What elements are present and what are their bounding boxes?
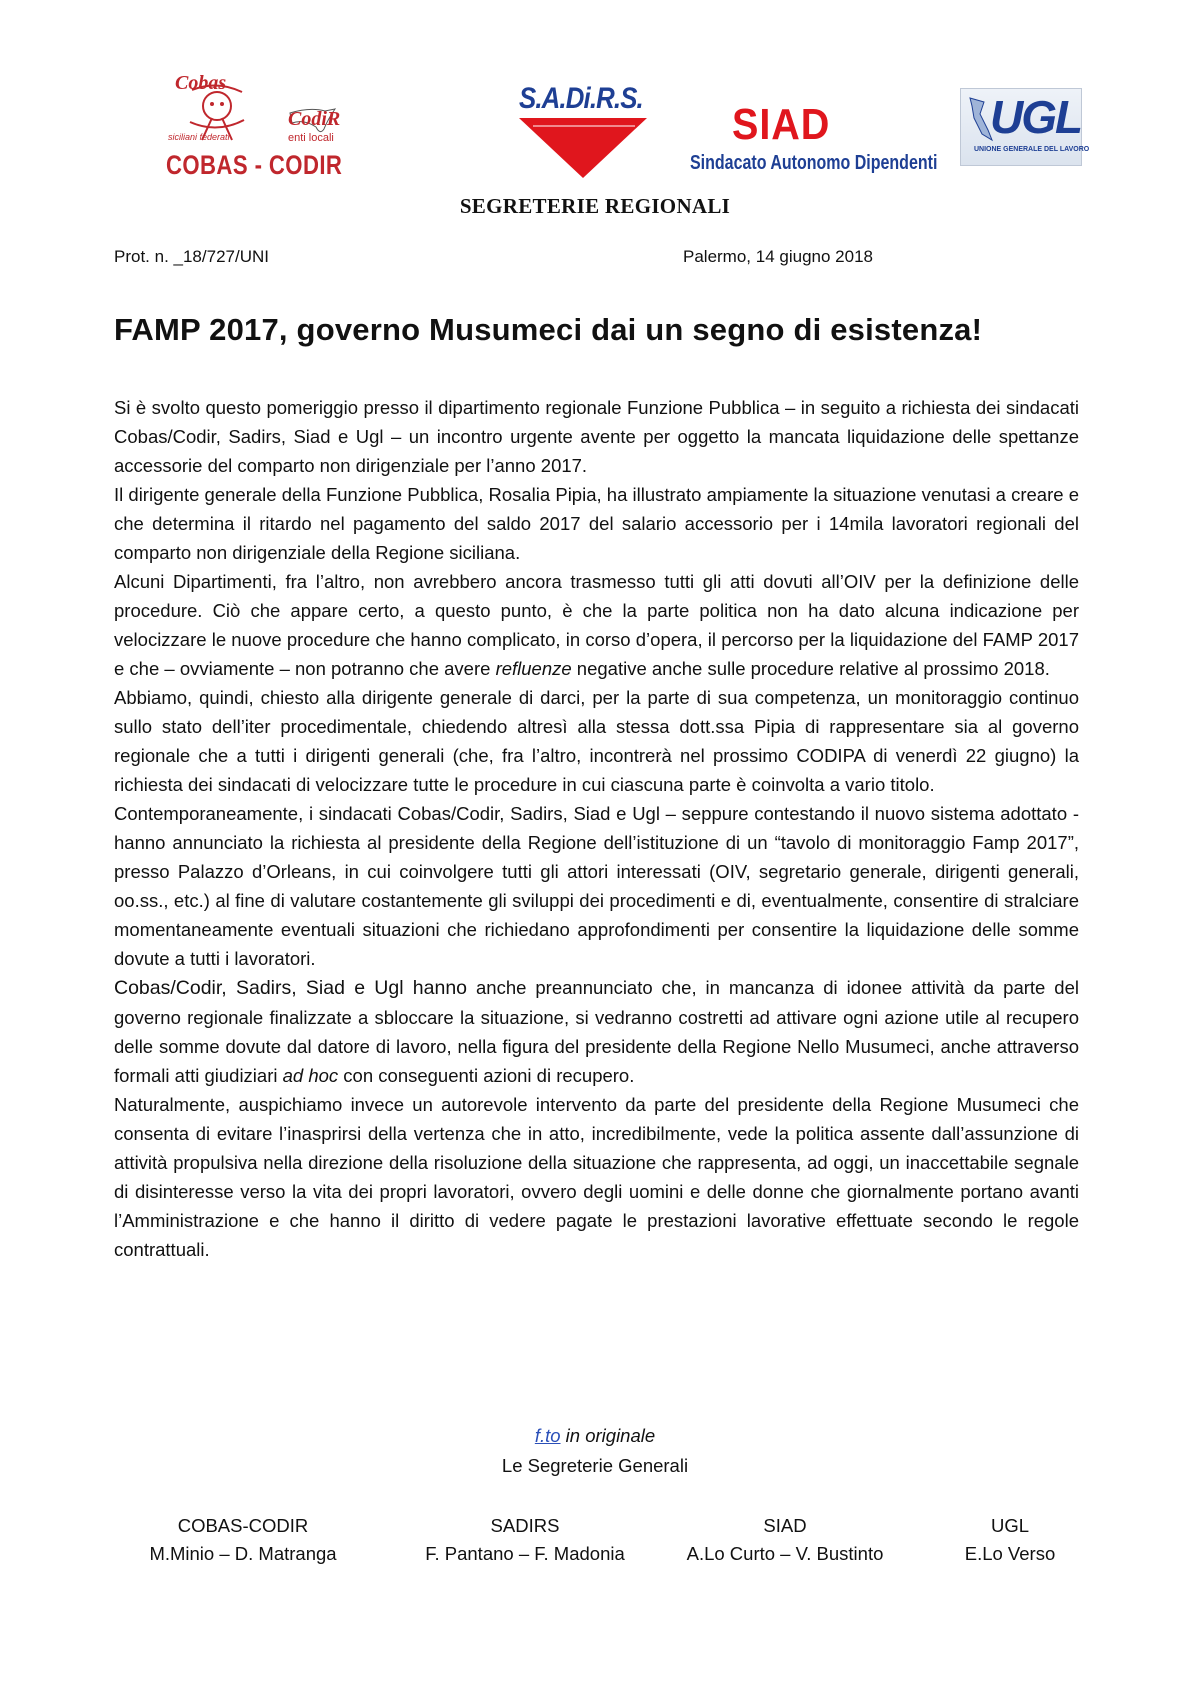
codir-logo-word: CodiR [288, 108, 341, 130]
paragraph-7: Naturalmente, auspichiamo invece un autorevole intervento da parte del presidente della Regione Musumeci che consenta di evitare l’inasprirsi della vertenza che in atto, incredibilmente, vede la politica assente dall’assunzione di attività propulsiva nella direzione della risoluzione della situazione che rappresenta, ad oggi, un inaccettabile segnale di disinteresse verso la vita dei propri lavoratori, ovvero degli uomini e delle donne che giornalmente portano avanti l’Amministrazione e che hanno il diritto di vedere pagate le prestazioni lavorative effettuate secondo le regole contrattuali. [114, 1094, 1079, 1260]
paragraph-4: Abbiamo, quindi, chiesto alla dirigente generale di darci, per la parte di sua competenza, un monitoraggio continuo sullo stato dell’iter procedimentale, chiedendo altresì alla stessa dott.ssa Pipia di rappresentare sia al governo regionale che a tutti i dirigenti generali (che, fra l’altro, incontrerà nel prossimo CODIPA di venerdì 22 giugno) la richiesta dei sindacati di velocizzare tutte le procedure in cui ciascuna parte è coinvolta a vario titolo. [114, 687, 1079, 795]
paragraph-1: Si è svolto questo pomeriggio presso il dipartimento regionale Funzione Pubblica – in seguito a richiesta dei sindacati Cobas/Codir, Sadirs, Siad e Ugl – un incontro urgente avente per oggetto la mancata liquidazione delle spettanze accessorie del comparto non dirigenziale per l’anno 2017. [114, 397, 1079, 476]
segreterie-regionali-heading: SEGRETERIE REGIONALI [459, 194, 731, 218]
signature-names: A.Lo Curto – V. Bustinto [686, 1543, 884, 1564]
signature-names: F. Pantano – F. Madonia [425, 1543, 625, 1564]
signature-block-cobas-codir [128, 1515, 358, 1565]
signature-names: E.Lo Verso [964, 1543, 1056, 1564]
paragraph-3-text-a: Alcuni Dipartimenti, fra l’altro, non avrebbero ancora trasmesso tutti gli atti dovuti all’OIV per la definizione delle procedure. Ciò che appare certo, a questo punto, è che la parte politica non ha dato alcuna indicazione per velocizzare le nuove procedure che hanno complicato, in corso d’opera, il percorso per la liquidazione del FAMP 2017 e che – ovviamente – non potranno che avere [114, 571, 1079, 679]
signature-org: SADIRS [490, 1515, 560, 1536]
signature-block-sadirs [410, 1515, 640, 1565]
paragraph-3-text-b: negative anche sulle procedure relative al prossimo 2018. [571, 658, 1050, 679]
signed-in-original [0, 1425, 1190, 1447]
signature-block-ugl [940, 1515, 1080, 1565]
siad-logo [690, 100, 938, 190]
paragraph-2: Il dirigente generale della Funzione Pubblica, Rosalia Pipia, ha illustrato ampiamente la situazione venutasi a creare e che determina il ritardo nel pagamento del saldo 2017 del salario accessorio per i 14mila lavoratori regionali del comparto non dirigenziale della Regione siciliana. [114, 484, 1079, 563]
paragraph-5: Contemporaneamente, i sindacati Cobas/Codir, Sadirs, Siad e Ugl – seppure contestando il nuovo sistema adottato - hanno annunciato la richiesta al presidente della Regione dell’istituzione di un “tavolo di monitoraggio Famp 2017”, presso Palazzo d’Orleans, in cui coinvolgere tutti gli attori interessati (OIV, segretario generale, dirigenti generali, oo.ss., etc.) al fine di valutare costantemente gli sviluppi dei procedimenti e di, eventualmente, consentire di stralciare momentaneamente eventuali situazioni che richiedano approfondimenti per consentire la liquidazione delle somme dovute a tutti i lavoratori. [114, 803, 1079, 969]
paragraph-6-emphasis: ad hoc [282, 1065, 339, 1086]
cobas-codir-logo [160, 70, 370, 182]
paragraph-3-emphasis: refluenze [495, 658, 572, 679]
paragraph-6-text-b: con conseguenti azioni di recupero. [338, 1065, 635, 1086]
sadirs-logo-word: S.A.Di.R.S. [519, 82, 643, 115]
paragraph-6 [114, 973, 1079, 1090]
fto-text: in originale [560, 1425, 656, 1446]
ugl-logo [960, 88, 1090, 168]
codir-logo-subtitle: enti locali [288, 132, 334, 144]
cobas-logo-subtitle: siciliani federati [168, 132, 230, 142]
ugl-logo-word: UGL [990, 91, 1082, 143]
ugl-logo-subtitle: UNIONE GENERALE DEL LAVORO [974, 146, 1090, 153]
signature-org: UGL [990, 1515, 1030, 1536]
signature-names: M.Minio – D. Matranga [149, 1543, 337, 1564]
document-date: Palermo, 14 giugno 2018 [683, 247, 873, 266]
paragraph-6-text-a: anche preannunciato che, in mancanza di idonee attività da parte del governo regionale finalizzate a sbloccare la situazione, si vedranno costretti ad attivare ogni azione utile al recupero delle somme dovute dal datore di lavoro, nella figura del presidente della Regione Nello Musumeci, anche attraverso formali atti giudiziari [114, 977, 1079, 1086]
paragraph-6-lead: Cobas/Codir, Sadirs, Siad e Ugl hanno [114, 977, 468, 999]
sadirs-logo [515, 82, 655, 182]
segreterie-generali: Le Segreterie Generali [501, 1455, 689, 1476]
page-title: FAMP 2017, governo Musumeci dai un segno di esistenza! [114, 312, 983, 347]
document-body [114, 393, 1079, 1264]
signature-org: SIAD [763, 1515, 807, 1536]
protocol-number: Prot. n. _18/727/UNI [114, 247, 269, 266]
siad-logo-subtitle: Sindacato Autonomo Dipendenti [690, 152, 938, 174]
sadirs-triangle-icon [519, 118, 647, 178]
cobas-codir-title: COBAS - CODIR [166, 150, 343, 180]
paragraph-3 [114, 567, 1079, 683]
cobas-logo-word: Cobas [175, 72, 227, 94]
signature-block-siad [665, 1515, 905, 1565]
siad-logo-word: SIAD [732, 100, 831, 149]
fto-link[interactable]: f.to [534, 1425, 561, 1446]
signature-org: COBAS-CODIR [177, 1515, 309, 1536]
